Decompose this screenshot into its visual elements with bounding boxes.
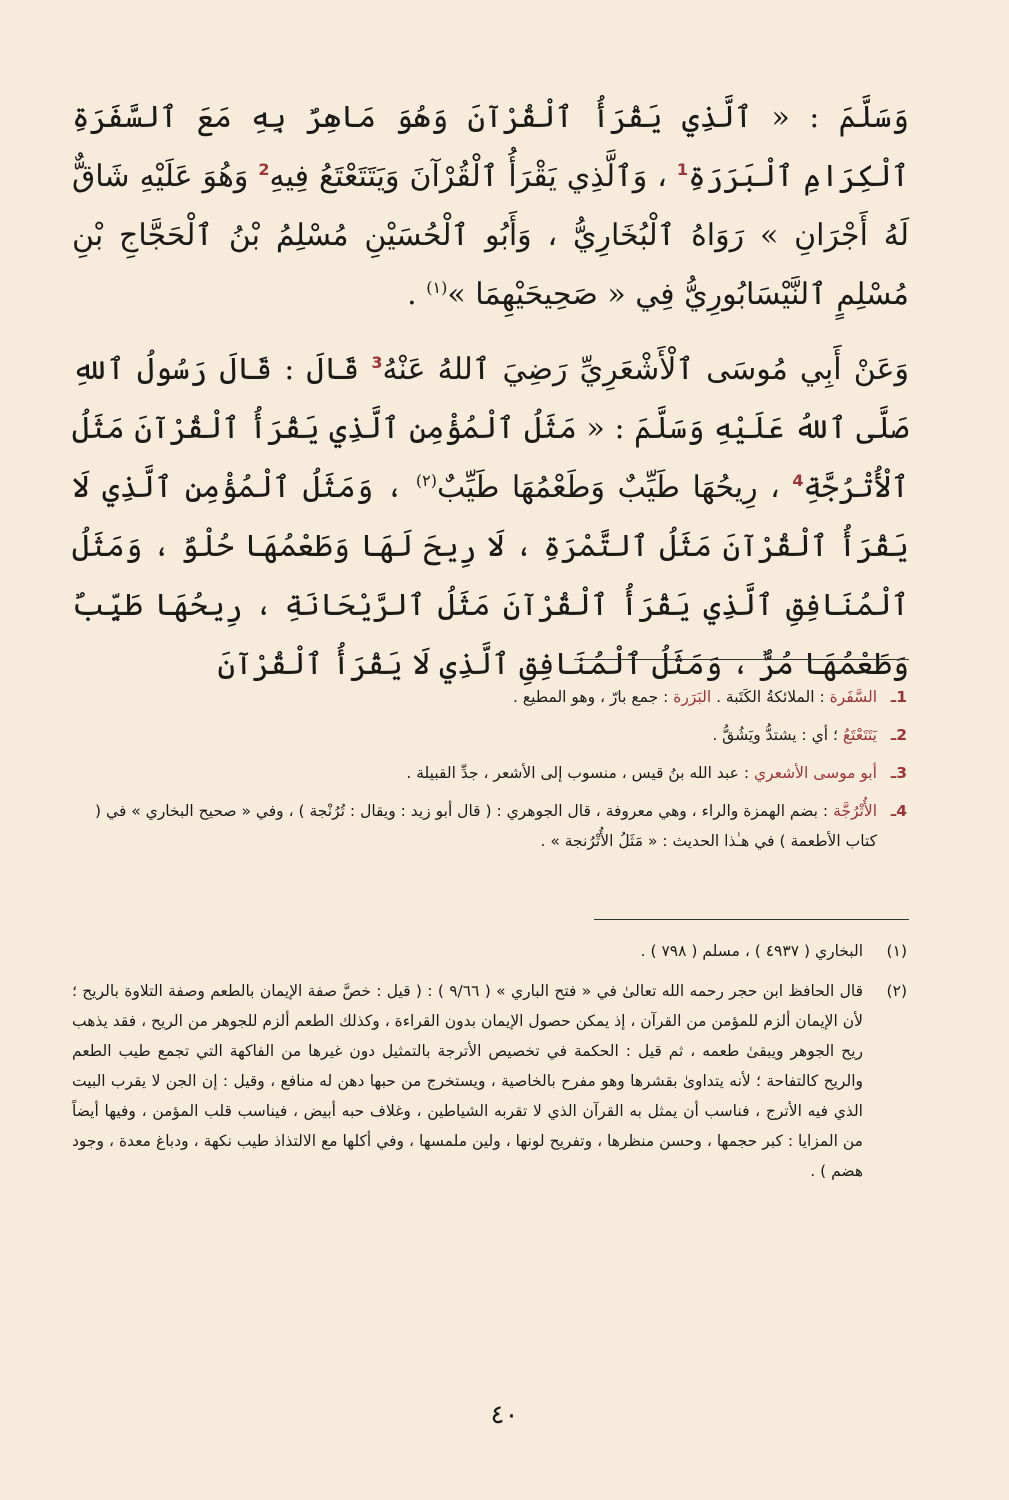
page-number: ٤٠: [490, 1400, 519, 1430]
footnote-ref-2: (٢): [415, 471, 437, 490]
footnotes: [72, 936, 907, 1196]
main-text: [72, 88, 909, 694]
footnote: (١) البخاري ( ٤٩٣٧ ) ، مسلم ( ٧٩٨ ) .: [640, 942, 907, 960]
glossary-marker-4: 4: [792, 471, 804, 490]
glossary-item: 4ـ الأُتْرُجَّة : بضم الهمزة والراء ، وهي معروفة ، قال الجوهري : ( قال أبو زيد : ويقال : تُرُنْجة ) ، وفي « صحيح البخاري » في ( كتاب الأطعمة ) في هـٰذا الحديث : « مَثَلُ الأُتْرُنجة » .: [95, 802, 907, 850]
glossary-item: 1ـ السَّفَرة : الملائكةُ الكَتَبة . البَرَرة : جمع بارّ ، وهو المطيع .: [513, 688, 907, 706]
footnotes-divider: [594, 919, 909, 920]
glossary-marker-2: 2: [258, 160, 270, 179]
glossary-marker-3: 3: [371, 353, 383, 372]
paragraph-hadith-1: وَسَلَّمَ : « ٱلَّذِي يَقْرَأُ ٱلْقُرْآنَ وَهُوَ مَاهِرٌ بِهِ مَعَ ٱلسَّفَرَةِ ٱلْكِرَامِ ٱلْبَرَرَةِ$^1$ ، وَٱلَّذِي يَقْرَأُ ٱلْقُرْآنَ وَيَتَتَعْتَعُ فِيهِ$^2$ وَهُوَ عَلَيْهِ شَاقٌّ لَهُ أَجْرَانِ » رَوَاهُ ٱلْبُخَارِيُّ ، وَأَبُو ٱلْحُسَيْنِ مُسْلِمُ بْنُ ٱلْحَجَّاجِ بْنِ مُسْلِمٍ ٱلنَّيْسَابُورِيُّ فِي « صَحِيحَيْهِمَا »$^{(١)}$ .: [72, 100, 910, 312]
footnote: (٢) قال الحافظ ابن حجر رحمه الله تعالىٰ في « فتح الباري » ( ٩/٦٦ ) : ( قيل : خصَّ صفة الإيمان بالطعم وصفة التلاوة بالريح ؛ لأن الإيمان ألزم للمؤمن من القرآن ، إذ يمكن حصول الإيمان بدون القراءة ، وكذلك الطعم ألزم للجوهر من الريح ، فقد يذهب ريح الجوهر ويبقىٰ طعمه ، ثم قيل : الحكمة في تخصيص الأترجة بالتمثيل دون غيرها من الفاكهة التي تجمع طيب الطعم والريح كالتفاحة ؛ لأنه يتداوىٰ بقشرها وهو مفرح بالخاصية ، ويستخرج من حبها دهن له منافع ، وقيل : إن الجن لا يقرب البيت الذي فيه الأترج ، فناسب أن يمثل به القرآن الذي لا تقربه الشياطين ، وغلاف حبه أبيض ، فيناسب قلب المؤمن ، وفيها أيضاً من المزايا : كبر حجمها ، وحسن منظرها ، وتفريح لونها ، ولين ملمسها ، وفي أكلها مع الالتذاذ طيب نكهة ، ودباغ معدة ، وجود هضم ) .: [72, 982, 907, 1180]
paragraph-hadith-2: وَعَنْ أَبِي مُوسَى ٱلْأَشْعَرِيِّ رَضِيَ ٱللهُ عَنْهُ$^3$ قَالَ : قَالَ رَسُولُ ٱللهِ صَلَّى ٱللهُ عَلَيْهِ وَسَلَّمَ : « مَثَلُ ٱلْمُؤْمِنِ ٱلَّذِي يَقْرَأُ ٱلْقُرْآنَ مَثَلُ ٱلْأُتْرُجَّةِ$^4$ ، رِيحُهَا طَيِّبٌ وَطَعْمُهَا طَيِّبٌ$^{(٢)}$ ، وَمَثَلُ ٱلْمُؤْمِنِ ٱلَّذِي لَا يَقْرَأُ ٱلْقُرْآنَ مَثَلُ ٱلتَّمْرَةِ ، لَا رِيحَ لَهَا وَطَعْمُهَا حُلْوٌ ، وَمَثَلُ ٱلْمُنَافِقِ ٱلَّذِي يَقْرَأُ ٱلْقُرْآنَ مَثَلُ ٱلرَّيْحَانَةِ ، رِيحُهَا طَيِّبٌ وَطَعْمُهَا مُرٌّ ، وَمَثَلُ ٱلْمُنَافِقِ ٱلَّذِي لَا يَقْرَأُ ٱلْقُرْآنَ: [72, 352, 909, 682]
glossary-notes: [72, 682, 907, 864]
glossary-item: 2ـ يَتَتَعْتَعُ ؛ أي : يشتدُّ ويَشُقُّ .: [712, 726, 907, 744]
footnote-ref-1: (١): [426, 278, 448, 297]
glossary-marker-1: 1: [676, 160, 689, 179]
glossary-divider: [574, 659, 909, 660]
glossary-item: 3ـ أبو موسى الأشعري : عبد الله بنُ قيس ، منسوب إلى الأشعر ، جدِّ القبيلة .: [406, 764, 907, 782]
